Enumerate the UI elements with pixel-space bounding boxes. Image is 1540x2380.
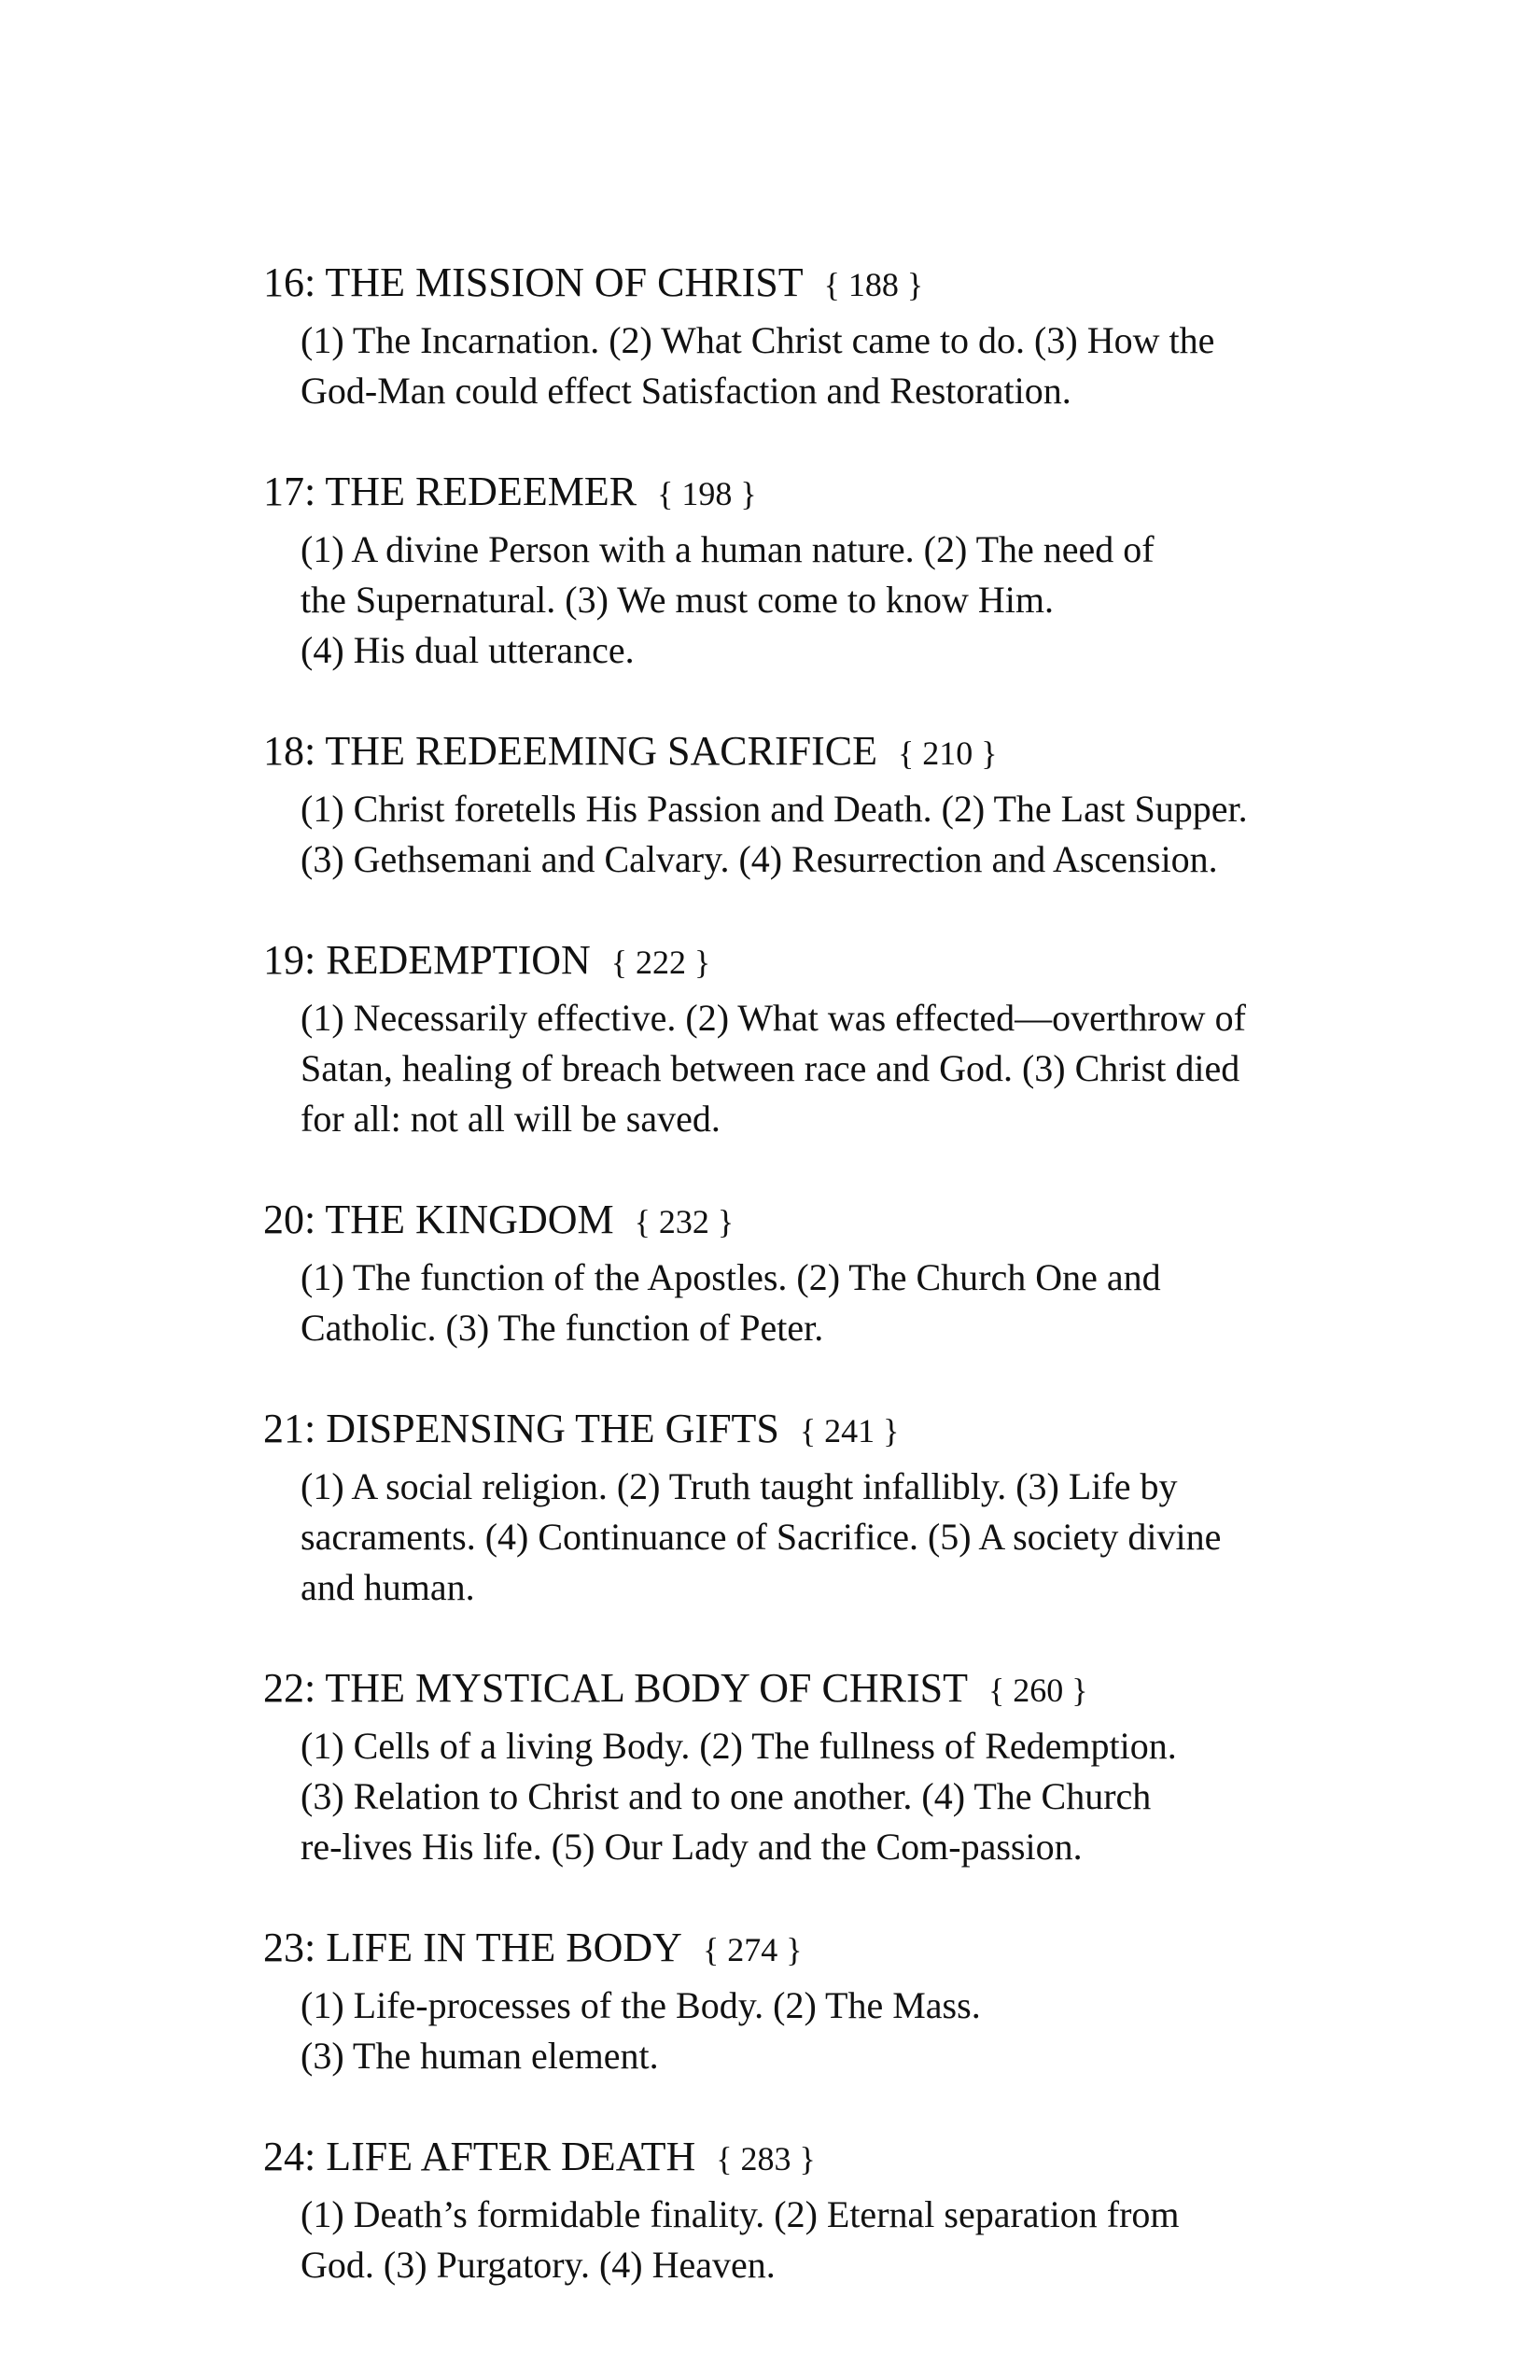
chapter-page-number: { 222 } bbox=[610, 944, 711, 981]
chapter-title: 21: DISPENSING THE GIFTS bbox=[263, 1406, 779, 1451]
chapter-page-number: { 260 } bbox=[987, 1672, 1088, 1709]
chapter-page-number: { 198 } bbox=[657, 475, 757, 512]
chapter-heading-row bbox=[263, 252, 1337, 315]
toc-entry-18 bbox=[263, 721, 1337, 885]
chapter-page-number: { 210 } bbox=[897, 735, 998, 772]
table-of-contents bbox=[263, 252, 1337, 2335]
chapter-heading-row bbox=[263, 1658, 1337, 1721]
chapter-summary: (1) A divine Person with a human nature. (2) The need of the Supernatural. (3) We must come to know Him. (4) His dual utterance. bbox=[301, 528, 1155, 671]
chapter-title: 20: THE KINGDOM bbox=[263, 1197, 614, 1242]
chapter-heading-row bbox=[263, 930, 1337, 993]
chapter-heading-row bbox=[263, 721, 1337, 784]
chapter-summary: (1) The function of the Apostles. (2) The Church One and Catholic. (3) The function of Peter. bbox=[301, 1256, 1161, 1349]
chapter-summary: (1) Christ foretells His Passion and Death. (2) The Last Supper. (3) Gethsemani and Calvary. (4) Resurrection and Ascension. bbox=[301, 788, 1248, 880]
toc-entry-24 bbox=[263, 2126, 1337, 2290]
chapter-page-number: { 283 } bbox=[716, 2140, 816, 2177]
toc-entry-23 bbox=[263, 1917, 1337, 2081]
chapter-heading-row bbox=[263, 461, 1337, 525]
chapter-page-number: { 241 } bbox=[799, 1412, 900, 1449]
chapter-summary: (1) The Incarnation. (2) What Christ came to do. (3) How the God-Man could effect Satisfaction and Restoration. bbox=[301, 319, 1215, 412]
chapter-heading-row bbox=[263, 1917, 1337, 1981]
chapter-heading-row bbox=[263, 1189, 1337, 1253]
toc-entry-17 bbox=[263, 461, 1337, 676]
chapter-title: 16: THE MISSION OF CHRIST bbox=[263, 259, 804, 305]
chapter-title: 18: THE REDEEMING SACRIFICE bbox=[263, 728, 877, 774]
chapter-title: 24: LIFE AFTER DEATH bbox=[263, 2134, 696, 2179]
chapter-title: 17: THE REDEEMER bbox=[263, 469, 637, 514]
toc-entry-19 bbox=[263, 930, 1337, 1144]
chapter-summary: (1) Necessarily effective. (2) What was effected—overthrow of Satan, healing of breach between race and God. (3) Christ died for all: not all will be saved. bbox=[301, 997, 1246, 1140]
chapter-summary: (1) A social religion. (2) Truth taught infallibly. (3) Life by sacraments. (4) Continuance of Sacrifice. (5) A society divine and human. bbox=[301, 1465, 1222, 1608]
chapter-heading-row bbox=[263, 2126, 1337, 2190]
chapter-heading-row bbox=[263, 1398, 1337, 1462]
chapter-page-number: { 232 } bbox=[634, 1203, 735, 1240]
chapter-title: 22: THE MYSTICAL BODY OF CHRIST bbox=[263, 1665, 968, 1711]
toc-entry-16 bbox=[263, 252, 1337, 416]
chapter-title: 23: LIFE IN THE BODY bbox=[263, 1925, 682, 1970]
chapter-title: 19: REDEMPTION bbox=[263, 937, 591, 983]
chapter-summary: (1) Death’s formidable finality. (2) Eternal separation from God. (3) Purgatory. (4) Heaven. bbox=[301, 2193, 1180, 2286]
chapter-summary: (1) Life-processes of the Body. (2) The Mass. (3) The human element. bbox=[301, 1984, 981, 2077]
toc-entry-20 bbox=[263, 1189, 1337, 1353]
toc-entry-22 bbox=[263, 1658, 1337, 1872]
toc-entry-21 bbox=[263, 1398, 1337, 1613]
chapter-page-number: { 188 } bbox=[823, 266, 924, 303]
chapter-page-number: { 274 } bbox=[702, 1931, 803, 1968]
chapter-summary: (1) Cells of a living Body. (2) The fullness of Redemption. (3) Relation to Christ and to one another. (4) The Church re-lives His life. (5) Our Lady and the Com-passion. bbox=[301, 1725, 1177, 1868]
